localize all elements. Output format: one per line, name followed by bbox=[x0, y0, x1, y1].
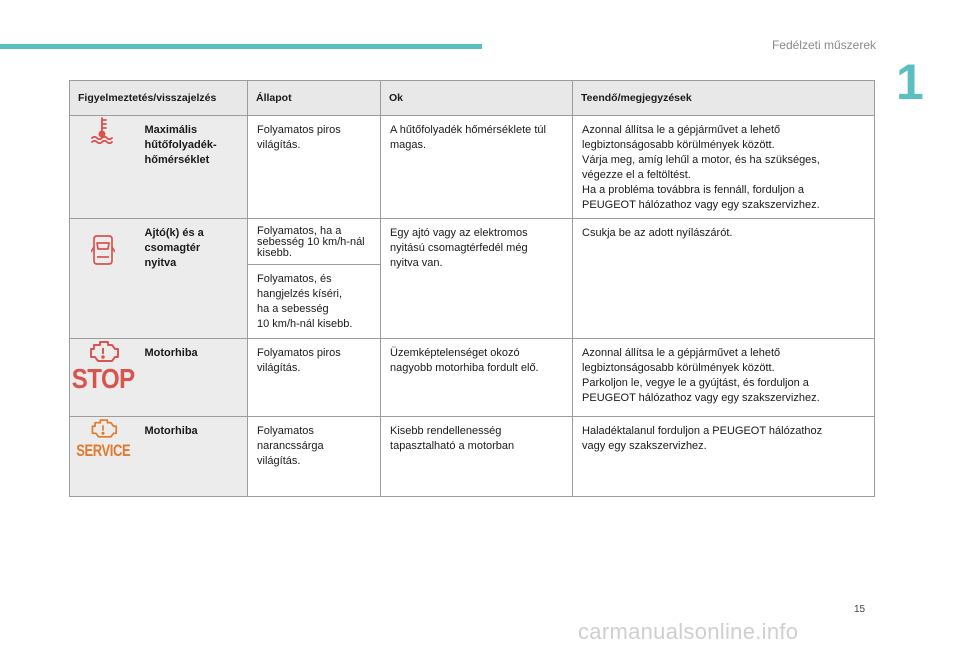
table-header-row bbox=[70, 81, 875, 116]
table-row bbox=[70, 219, 875, 265]
page-number: 15 bbox=[854, 604, 866, 615]
action-cell: Csukja be az adott nyílászárót. bbox=[573, 219, 875, 339]
coolant-temperature-icon bbox=[90, 116, 116, 144]
cause-cell: A hűtőfolyadék hőmérséklete túl magas. bbox=[381, 116, 573, 219]
state-cell: Folyamatos, ha a sebesség 10 km/h-nál kisebb. bbox=[248, 219, 381, 265]
table-row bbox=[70, 417, 875, 497]
state-cell: Folyamatos, és hangjelzés kíséri, ha a sebesség 10 km/h-nál kisebb. bbox=[248, 265, 381, 339]
state-cell: Folyamatos piros világítás. bbox=[248, 116, 381, 219]
warning-name: Motorhiba bbox=[137, 339, 248, 417]
icon-cell bbox=[70, 339, 137, 417]
door-open-icon bbox=[91, 233, 115, 267]
stop-badge: STOP bbox=[71, 363, 135, 395]
cause-cell: Kisebb rendellenesség tapasztalható a motorban bbox=[381, 417, 573, 497]
action-cell: Azonnal állítsa le a gépjárművet a lehető legbiztonságosabb körülmények között. Parkoljon le, vegye le a gyújtást, és forduljon a PEUGEOT hálózathoz vagy egy szakszervizhez. bbox=[573, 339, 875, 417]
top-accent-bar bbox=[0, 44, 482, 49]
chapter-number: 1 bbox=[896, 54, 924, 110]
service-badge: SERVICE bbox=[76, 440, 131, 461]
column-header: Állapot bbox=[248, 81, 381, 116]
column-header: Teendő/megjegyzések bbox=[573, 81, 875, 116]
table-row bbox=[70, 116, 875, 219]
cause-cell: Egy ajtó vagy az elektromos nyitású csomagtérfedél még nyitva van. bbox=[381, 219, 573, 339]
engine-fault-icon bbox=[88, 417, 118, 439]
warning-name: Ajtó(k) és a csomagtér nyitva bbox=[137, 219, 248, 339]
icon-cell bbox=[70, 116, 137, 219]
column-header: Ok bbox=[381, 81, 573, 116]
warning-name: Maximális hűtőfolyadék- hőmérséklet bbox=[137, 116, 248, 219]
warning-table bbox=[69, 80, 875, 497]
engine-fault-icon bbox=[86, 339, 120, 363]
cause-cell: Üzemképtelenséget okozó nagyobb motorhiba fordult elő. bbox=[381, 339, 573, 417]
action-cell: Haladéktalanul forduljon a PEUGEOT hálózathoz vagy egy szakszervizhez. bbox=[573, 417, 875, 497]
icon-cell bbox=[70, 219, 137, 339]
column-header: Figyelmeztetés/visszajelzés bbox=[70, 81, 248, 116]
state-cell: Folyamatos piros világítás. bbox=[248, 339, 381, 417]
warning-name: Motorhiba bbox=[137, 417, 248, 497]
table-row bbox=[70, 339, 875, 417]
icon-cell bbox=[70, 417, 137, 497]
section-title: Fedélzeti műszerek bbox=[771, 38, 876, 52]
action-cell: Azonnal állítsa le a gépjárművet a lehető legbiztonságosabb körülmények között. Várja meg, amíg lehűl a motor, és ha szükséges, végezze el a feltöltést. Ha a probléma továbbra is fennáll, forduljon a PEUGEOT hálózathoz vagy egy szakszervizhez. bbox=[573, 116, 875, 219]
state-cell: Folyamatos narancssárga világítás. bbox=[248, 417, 381, 497]
watermark: carmanualsonline.info bbox=[578, 619, 799, 644]
